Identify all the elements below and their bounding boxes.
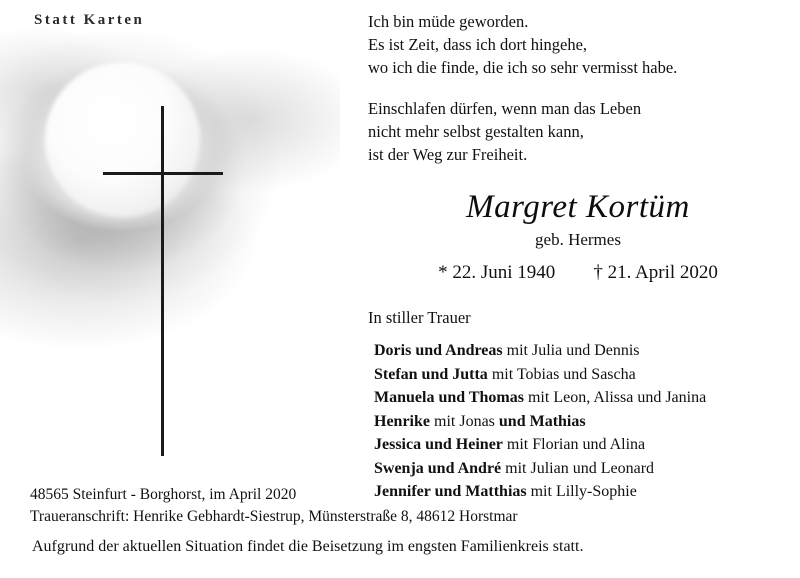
mourning-address: Traueranschrift: Henrike Gebhardt-Siestrup, Münsterstraße 8, 48612 Horstmar [30, 508, 518, 525]
list-item [374, 363, 788, 387]
verse-line: ist der Weg zur Freiheit. [368, 145, 528, 164]
list-item [374, 339, 788, 363]
mourner-children: mit Lilly-Sophie [526, 483, 637, 500]
mourner-names-extra: und Mathias [498, 412, 586, 430]
mourner-names: Jessica und Heiner [374, 436, 503, 453]
verse-line: wo ich die finde, die ich so sehr vermisst habe. [368, 58, 678, 77]
mourner-names: Swenja und André [374, 459, 502, 477]
birth-date: * 22. Juni 1940 [438, 262, 556, 283]
life-dates [368, 262, 788, 284]
mourner-names: Doris und Andreas [374, 342, 503, 359]
light-orb-icon [45, 62, 200, 217]
maiden-name: geb. Hermes [535, 230, 621, 249]
verse-block [368, 10, 788, 166]
list-item [374, 457, 788, 481]
mourner-children: mit Leon, Alissa und Janina [523, 389, 707, 406]
text-column [368, 10, 788, 504]
mourners-list [368, 339, 788, 504]
statt-karten-label: Statt Karten [34, 12, 145, 28]
funeral-notice: Aufgrund der aktuellen Situation findet die Beisetzung im engsten Familienkreis statt. [32, 538, 584, 555]
deceased-name: Margret Kortüm [466, 189, 690, 225]
list-item [374, 386, 788, 410]
mourner-children: mit Julian und Leonard [501, 459, 655, 477]
list-item [374, 433, 788, 457]
list-item [374, 410, 788, 434]
cross-crossbar-icon [103, 172, 223, 175]
death-date: † 21. April 2020 [593, 262, 718, 283]
cloud-background [0, 0, 340, 470]
name-block [368, 188, 788, 284]
graphic-column [0, 0, 340, 480]
verse-line: Es ist Zeit, dass ich dort hingehe, [368, 35, 588, 54]
mourner-children: mit Tobias und Sascha [487, 365, 636, 383]
mourner-children: mit Jonas [430, 412, 499, 430]
mourning-intro: In stiller Trauer [368, 308, 471, 327]
verse-line: Einschlafen dürfen, wenn man das Leben [368, 99, 642, 118]
verse-line: nicht mehr selbst gestalten kann, [368, 122, 584, 141]
mourner-names: Manuela und Thomas [374, 389, 524, 406]
mourner-children: mit Julia und Dennis [502, 342, 640, 359]
verse-line: Ich bin müde geworden. [368, 12, 529, 31]
mourner-names: Stefan und Jutta [374, 365, 488, 383]
verse-spacer [368, 79, 788, 97]
mourner-names: Jennifer und Matthias [374, 483, 527, 500]
mourner-children: mit Florian und Alina [502, 436, 646, 453]
mourner-names: Henrike [374, 412, 430, 430]
footer-block [30, 484, 770, 528]
place-and-date: 48565 Steinfurt - Borghorst, im April 2020 [30, 486, 297, 503]
cross-icon [161, 106, 164, 456]
